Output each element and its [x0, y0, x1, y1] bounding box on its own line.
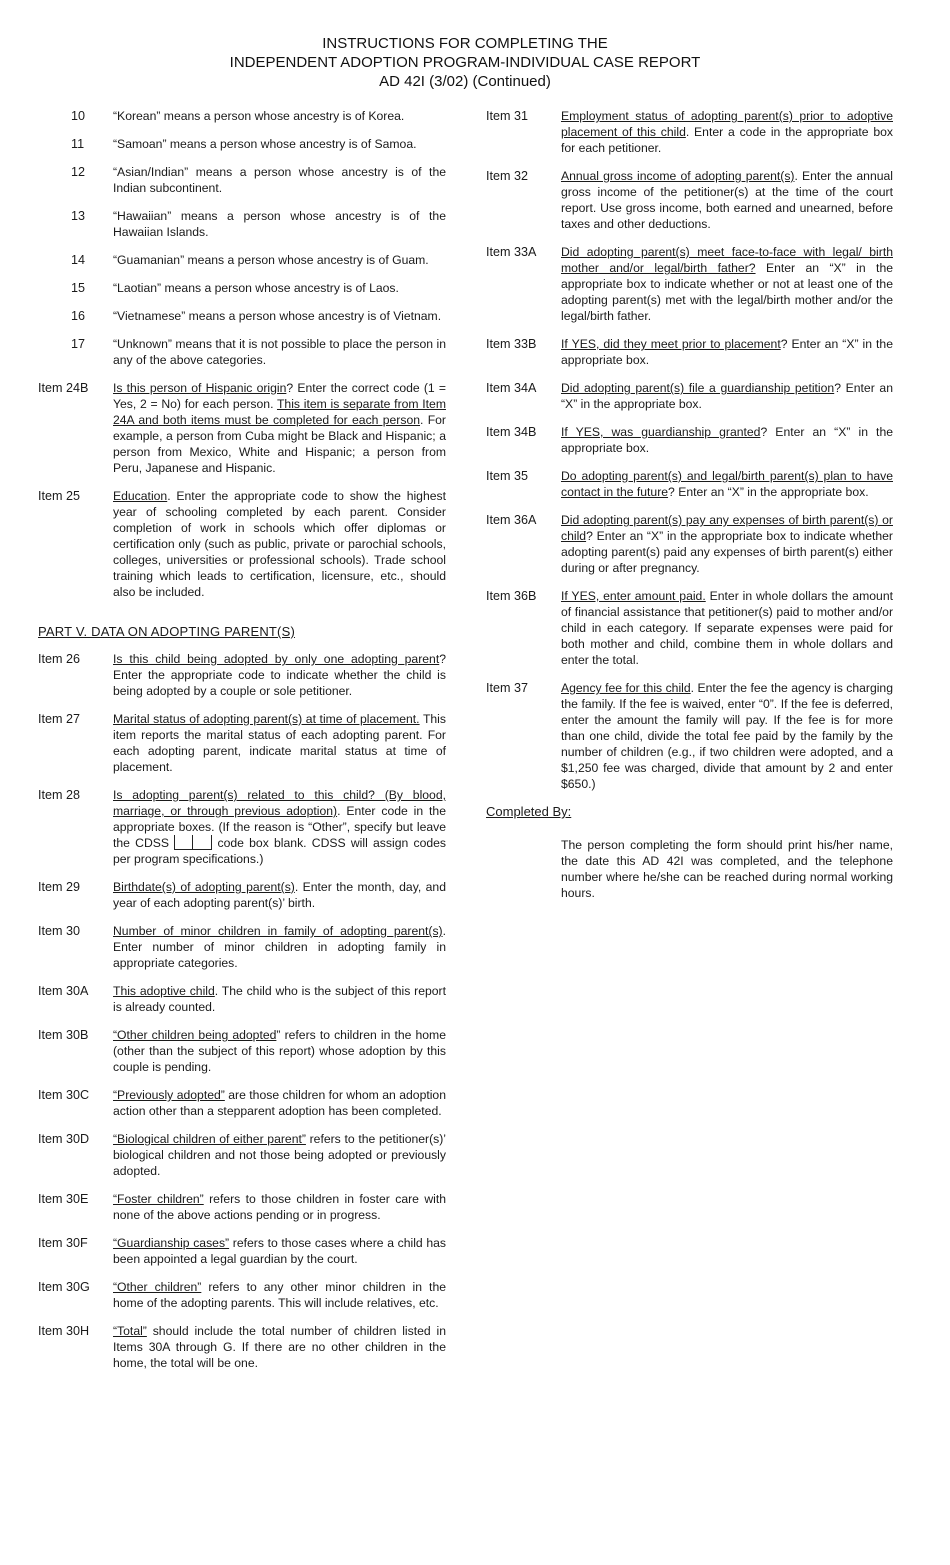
- item-29: Item 29 Birthdate(s) of adopting parent(s). Enter the month, day, and year of each adopting parent(s)’ birth.: [38, 880, 446, 910]
- item-label: Item 28: [38, 788, 80, 802]
- item-27: Item 27 Marital status of adopting parent(s) at time of placement. This item reports the marital status of each adopting parent. For each adopting parent, indicate marital status at time of placement.: [38, 712, 446, 774]
- item-label: Item 36A: [486, 513, 537, 527]
- ethnicity-item: 16 “Vietnamese” means a person whose ancestry is of Vietnam.: [71, 309, 442, 323]
- item-30h: Item 30H “Total” should include the total number of children listed in Items 30A through G. If there are no other children in the home, the total will be one.: [38, 1324, 446, 1370]
- header-line-1: INSTRUCTIONS FOR COMPLETING THE: [322, 35, 608, 52]
- left-column: [38, 108, 446, 1383]
- item-label: Item 36B: [486, 589, 537, 603]
- item-37: Item 37 Agency fee for this child. Enter the fee the agency is charging the family. If the fee is waived, enter “0”. If the fee is deferred, enter the amount the family will pay. If the fee is for more than one child, divide the total fee paid by the family by the number of children (e.g., if two children were adopted, and a $1,250 fee was charged, divide that amount by 2 and enter $650.): [486, 681, 893, 791]
- item-35: Item 35 Do adopting parent(s) and legal/birth parent(s) plan to have contact in the future? Enter an “X” in the appropriate box.: [486, 469, 893, 499]
- item-30g: Item 30G “Other children” refers to any other minor children in the home of the adopting parents. This will include relatives, etc.: [38, 1280, 446, 1310]
- item-33a: Item 33A Did adopting parent(s) meet face-to-face with legal/ birth mother and/or legal/birth father? Enter an “X” in the appropriate box to indicate whether or not at least one of the adopting parent(s) met with the legal/birth mother and/or the legal/birth father.: [486, 245, 894, 323]
- ethnicity-list: [38, 108, 446, 368]
- item-label: Item 27: [38, 712, 80, 726]
- header-line-2: INDEPENDENT ADOPTION PROGRAM-INDIVIDUAL CASE REPORT: [229, 54, 701, 71]
- ethnicity-item: 12 “Asian/Indian” means a person whose ancestry is of the Indian subcontinent.: [71, 165, 446, 195]
- item-heading: “Total”: [113, 1324, 147, 1338]
- ethnicity-item: 15 “Laotian” means a person whose ancestry is of Laos.: [71, 281, 399, 295]
- ethnicity-item: 11 “Samoan” means a person whose ancestry is of Samoa.: [71, 137, 417, 151]
- header-line-3: AD 42I (3/02) (Continued): [379, 73, 551, 90]
- ethnicity-item: 13 “Hawaiian” means a person whose ancestry is of the Hawaiian Islands.: [71, 209, 446, 239]
- item-label: Item 30F: [38, 1236, 88, 1250]
- item-heading: This adoptive child: [113, 984, 215, 998]
- item-25: Item 25 Education. Enter the appropriate code to show the highest year of schooling completed by each parent. Consider completion of work in schools which offer diplomas or certification only (such as public, private or parochial schools, colleges, universities or professional schools). Trade school training which leads to certification, licensure, etc., should also be included.: [38, 489, 446, 599]
- item-heading: Did adopting parent(s) pay any expenses of birth parent(s) or child: [561, 513, 893, 543]
- item-26: Item 26 Is this child being adopted by only one adopting parent? Enter the appropriate code to indicate whether the child is being adopted by a couple or sole petitioner.: [38, 652, 446, 698]
- item-label: Item 30: [38, 924, 80, 938]
- item-36a: Item 36A Did adopting parent(s) pay any expenses of birth parent(s) or child? Enter an “X” in the appropriate box to indicate whether adopting parent(s) paid any expenses of birth parent(s) either during or after pregnancy.: [486, 513, 893, 575]
- item-heading: Did adopting parent(s) file a guardianship petition: [561, 381, 835, 395]
- item-30f: Item 30F “Guardianship cases” refers to those cases where a child has been appointed a legal guardian by the court.: [38, 1236, 446, 1266]
- item-heading: If YES, was guardianship granted: [561, 425, 761, 439]
- item-24b: Item 24B Is this person of Hispanic origin? Enter the correct code (1 = Yes, 2 = No) for each person. This item is separate from Item 24A and both items must be completed for each person. For example, a person from Cuba might be Black and Hispanic; a person from Mexico, White and Hispanic; a person from Peru, Japanese and Hispanic.: [38, 381, 446, 475]
- item-note: This item is separate from Item 24A and both items must be completed for each person: [113, 397, 446, 427]
- document-header: [0, 34, 930, 91]
- completed-by-text: The person completing the form should print his/her name, the date this AD 42I was completed, and the telephone number where he/she can be reached during normal working hours.: [561, 838, 893, 900]
- item-label: Item 33B: [486, 337, 537, 351]
- right-column: [486, 108, 893, 901]
- item-heading: “Previously adopted”: [113, 1088, 225, 1102]
- item-label: Item 34B: [486, 425, 537, 439]
- item-label: Item 33A: [486, 245, 537, 259]
- item-34a: Item 34A Did adopting parent(s) file a guardianship petition? Enter an “X” in the appropriate box.: [486, 381, 893, 411]
- item-label: Item 30G: [38, 1280, 90, 1294]
- item-heading: If YES, enter amount paid.: [561, 589, 706, 603]
- item-label: Item 30D: [38, 1132, 90, 1146]
- item-heading: Did adopting parent(s) meet face-to-face with legal/ birth mother and/or legal/birth father?: [561, 245, 893, 275]
- item-28: Item 28 Is adopting parent(s) related to this child? (By blood, marriage, or through previous adoption). Enter code in the appropriate boxes. (If the reason is “Other”, specify but leave the CDSS code box blank. CDSS will assign codes per program specifications.): [38, 788, 446, 866]
- item-label: Item 25: [38, 489, 80, 503]
- item-34b: Item 34B If YES, was guardianship granted? Enter an “X” in the appropriate box.: [486, 425, 893, 455]
- item-label: Item 37: [486, 681, 528, 695]
- item-heading: Employment status of adopting parent(s) prior to adoptive placement of this child: [561, 109, 893, 139]
- item-30: Item 30 Number of minor children in family of adopting parent(s). Enter number of minor children in adopting family in appropriate categories.: [38, 924, 446, 970]
- item-label: Item 31: [486, 109, 528, 123]
- item-heading: Birthdate(s) of adopting parent(s): [113, 880, 295, 894]
- item-label: Item 29: [38, 880, 80, 894]
- part-5-title: PART V. DATA ON ADOPTING PARENT(S): [38, 624, 295, 639]
- item-label: Item 30C: [38, 1088, 90, 1102]
- item-30a: Item 30A This adoptive child. The child who is the subject of this report is already counted.: [38, 984, 446, 1014]
- item-heading: Annual gross income of adopting parent(s): [561, 169, 795, 183]
- item-heading: “Biological children of either parent”: [113, 1132, 306, 1146]
- item-33b: Item 33B If YES, did they meet prior to placement? Enter an “X” in the appropriate box.: [486, 337, 893, 367]
- item-30b: Item 30B “Other children being adopted” refers to children in the home (other than the subject of this report) whose adoption by this couple is pending.: [38, 1028, 446, 1074]
- item-31: Item 31 Employment status of adopting parent(s) prior to adoptive placement of this child. Enter a code in the appropriate box for each petitioner.: [486, 109, 893, 155]
- item-label: Item 30B: [38, 1028, 89, 1042]
- item-label: Item 24B: [38, 381, 89, 395]
- item-heading: Agency fee for this child: [561, 681, 691, 695]
- ethnicity-item: 14 “Guamanian” means a person whose ancestry is of Guam.: [71, 253, 429, 267]
- item-heading: “Other children”: [113, 1280, 202, 1294]
- item-36b: Item 36B If YES, enter amount paid. Enter in whole dollars the amount of financial assistance that petitioner(s) paid to mother and/or child in each category. If separate expenses were paid for both mother and child, combine them in whole dollars and enter the total.: [486, 589, 893, 667]
- item-heading: Is this person of Hispanic origin: [113, 381, 287, 395]
- cdss-code-box: [174, 835, 212, 850]
- item-label: Item 35: [486, 469, 528, 483]
- item-heading: “Guardianship cases”: [113, 1236, 230, 1250]
- item-heading: Do adopting parent(s) and legal/birth parent(s) plan to have contact in the future: [561, 469, 893, 499]
- ethnicity-item: 17 “Unknown” means that it is not possible to place the person in any of the above categories.: [71, 337, 446, 367]
- item-30d: Item 30D “Biological children of either parent” refers to the petitioner(s)’ biological children and not those being adopted or previously adopted.: [38, 1132, 447, 1178]
- item-heading: If YES, did they meet prior to placement: [561, 337, 781, 351]
- item-30c: Item 30C “Previously adopted” are those children for whom an adoption action other than a stepparent adoption has been completed.: [38, 1088, 446, 1118]
- item-heading: Number of minor children in family of adopting parent(s): [113, 924, 443, 938]
- item-heading: Education: [113, 489, 168, 503]
- item-label: Item 32: [486, 169, 528, 183]
- item-heading: “Other children being adopted: [113, 1028, 277, 1042]
- item-heading: Is this child being adopted by only one adopting parent: [113, 652, 440, 666]
- item-heading: Is adopting parent(s) related to this child? (By blood, marriage, or through previous adoption): [113, 788, 446, 818]
- item-heading: “Foster children”: [113, 1192, 204, 1206]
- item-label: Item 30H: [38, 1324, 90, 1338]
- completed-by-title: Completed By:: [486, 804, 572, 819]
- item-label: Item 30A: [38, 984, 89, 998]
- item-30e: Item 30E “Foster children” refers to those children in foster care with none of the above actions pending or in progress.: [38, 1192, 446, 1222]
- item-heading: Marital status of adopting parent(s) at time of placement.: [113, 712, 420, 726]
- item-label: Item 26: [38, 652, 80, 666]
- item-32: Item 32 Annual gross income of adopting parent(s). Enter the annual gross income of the petitioner(s) at the time of the court report. Use gross income, both earned and unearned, before taxes and other deductions.: [486, 169, 893, 231]
- item-label: Item 30E: [38, 1192, 89, 1206]
- ethnicity-item: 10 “Korean” means a person whose ancestry is of Korea.: [71, 109, 405, 123]
- item-label: Item 34A: [486, 381, 537, 395]
